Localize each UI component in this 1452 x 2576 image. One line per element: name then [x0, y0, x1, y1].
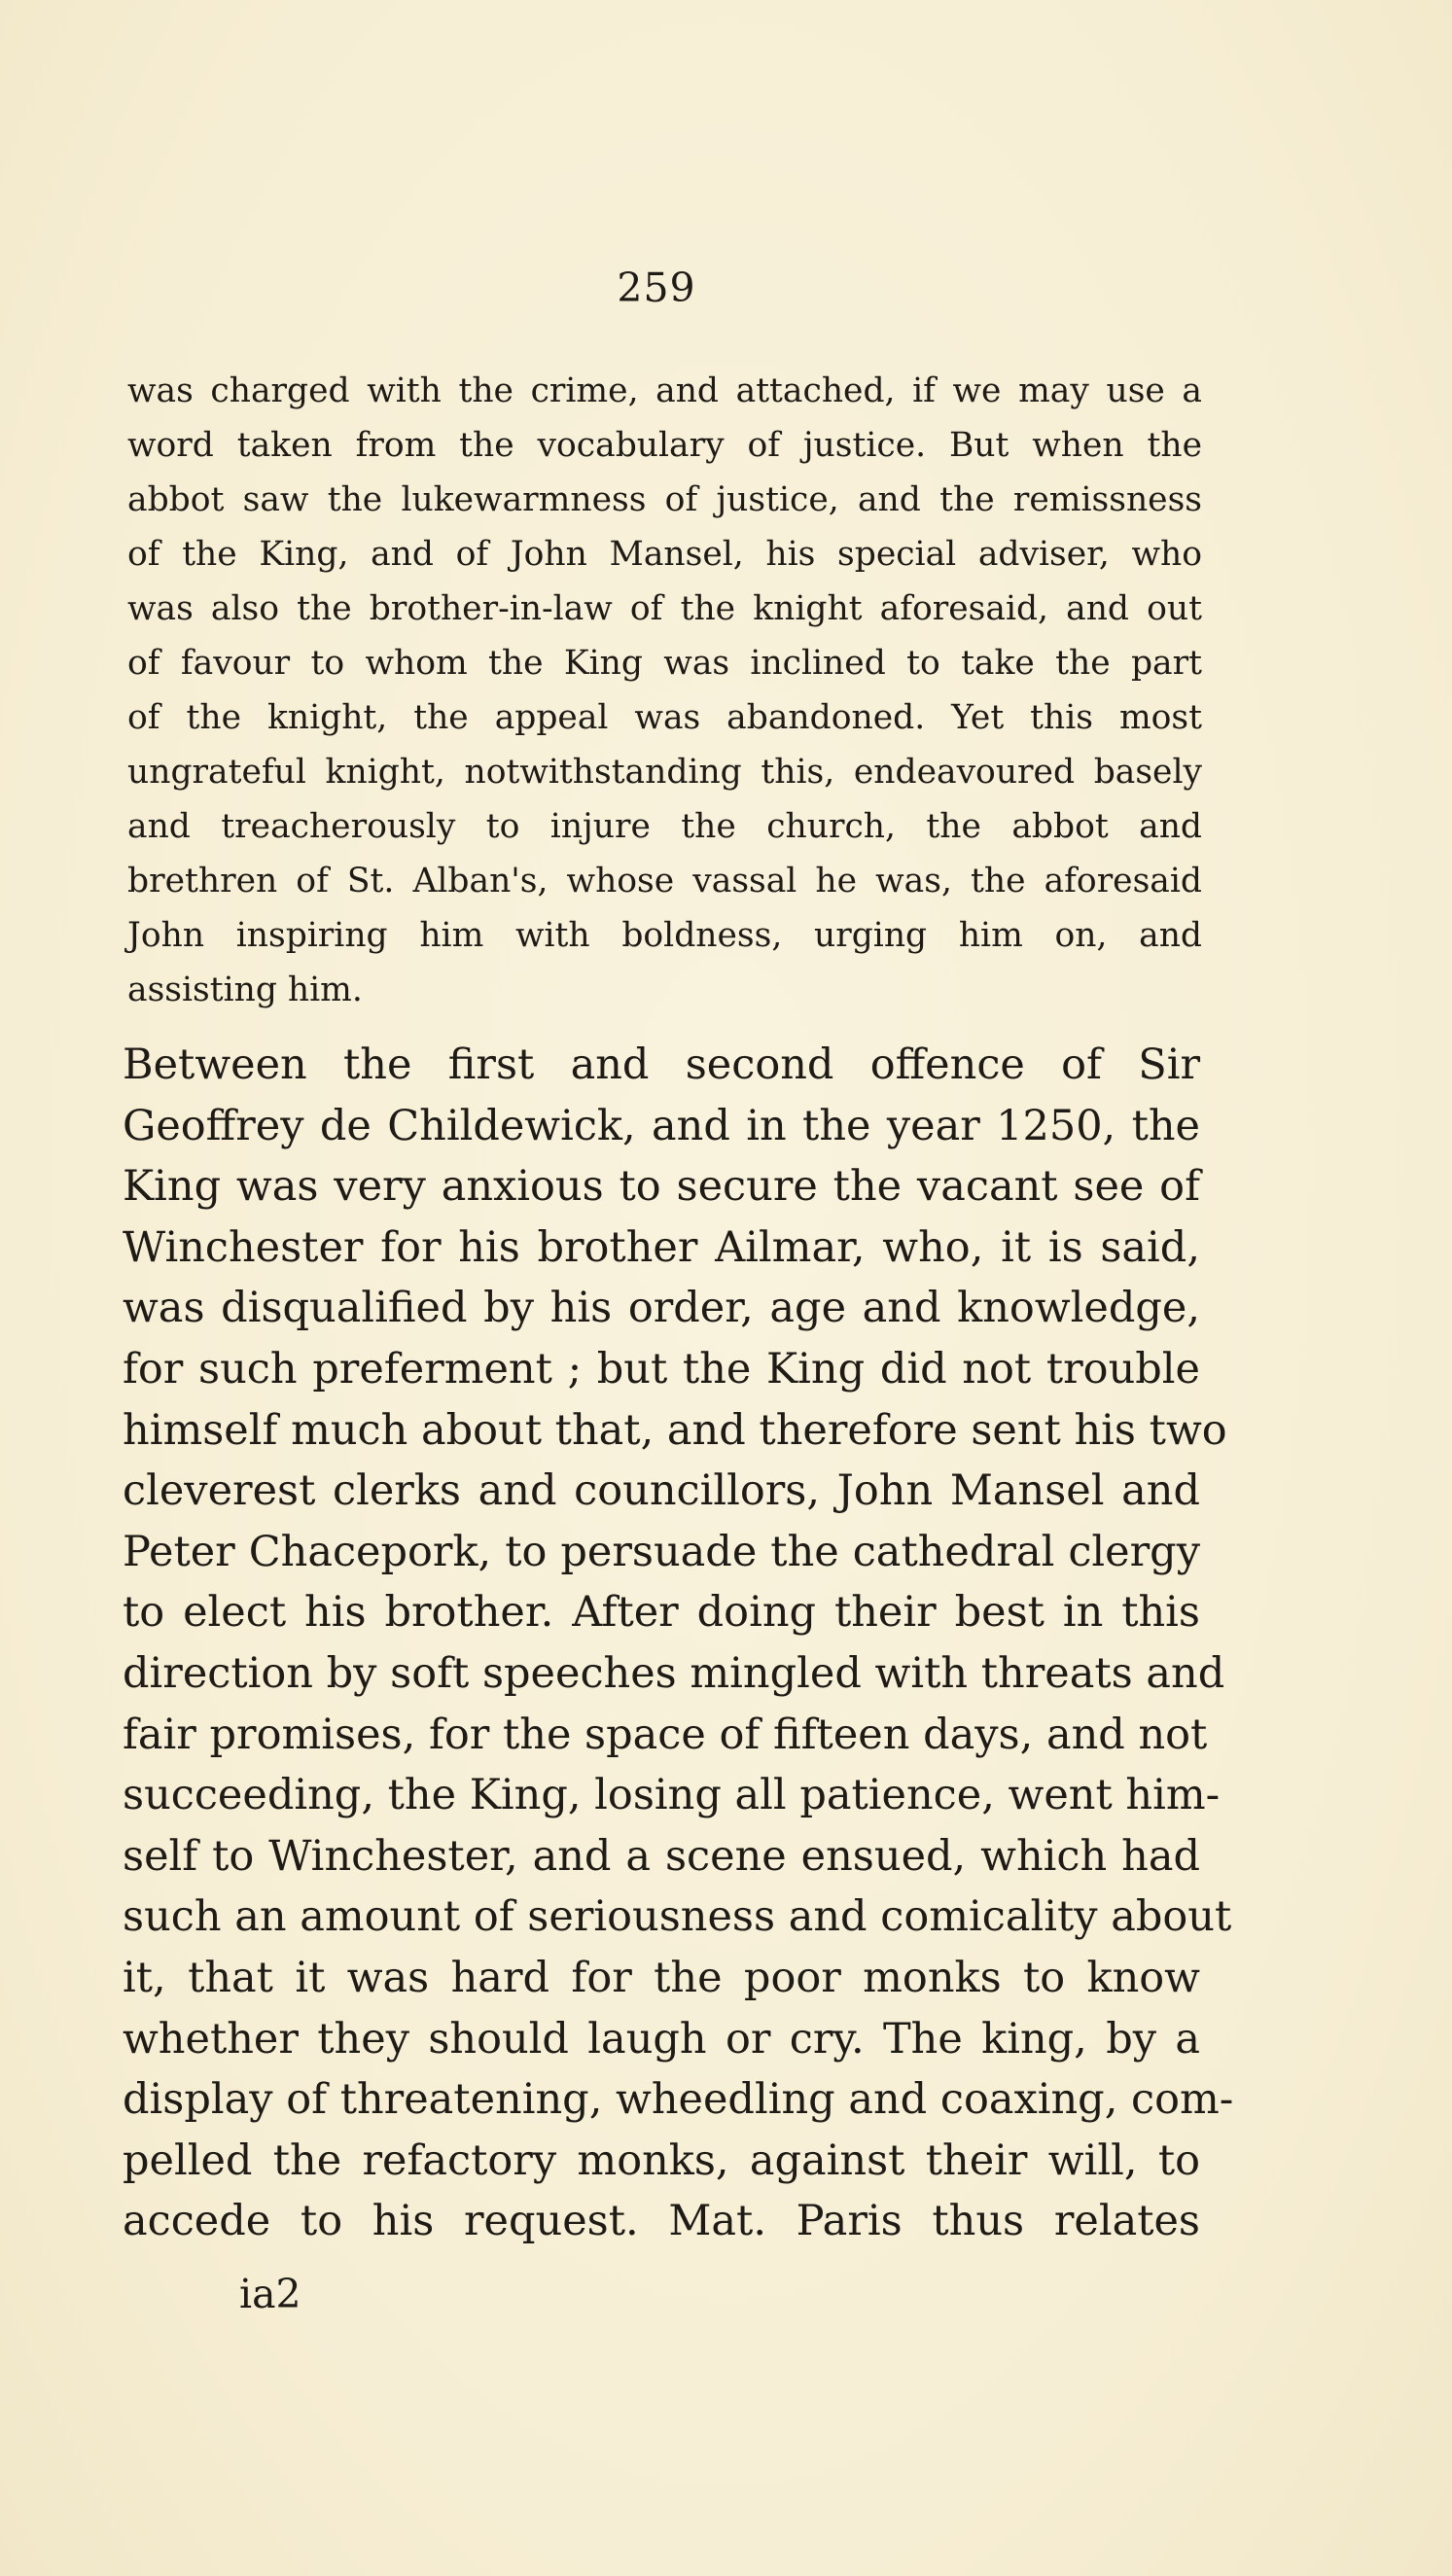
text-line: ungrateful knight, notwithstanding this, endeavoured basely — [127, 753, 1202, 792]
paragraph-continued — [127, 364, 1202, 1017]
text-line: to elect his brother. After doing their best in this — [123, 1588, 1200, 1638]
text-line: was charged with the crime, and attached, if we may use a — [127, 371, 1202, 410]
text-line: of the knight, the appeal was abandoned. Yet this most — [127, 698, 1202, 737]
text-line: abbot saw the lukewarmness of justice, and the remissness — [127, 480, 1202, 519]
text-line: Between the first and second offence of Sir — [123, 1041, 1200, 1089]
text-line: succeeding, the King, losing all patience, went him- — [123, 1771, 1221, 1820]
text-line: Winchester for his brother Ailmar, who, it is said, — [123, 1222, 1200, 1272]
text-line: brethren of St. Alban's, whose vassal he was, the aforesaid — [127, 862, 1202, 900]
text-line: Geoffrey de Childewick, and in the year 1250, the — [123, 1101, 1200, 1150]
page-number: 259 — [617, 265, 696, 311]
text-line: of favour to whom the King was inclined to take the part — [127, 644, 1202, 683]
signature-mark: ia2 — [239, 2271, 301, 2317]
text-line: display of threatening, wheedling and coaxing, com- — [123, 2075, 1234, 2125]
text-line: King was very anxious to secure the vacant see of — [123, 1162, 1200, 1212]
text-line: himself much about that, and therefore sent his two — [123, 1405, 1227, 1455]
text-line: it, that it was hard for the poor monks to know — [123, 1953, 1200, 2002]
text-line: fair promises, for the space of fifteen days, and not — [123, 1710, 1208, 1759]
text-line: for such preferment ; but the King did not trouble — [123, 1344, 1200, 1394]
text-line: was also the brother-in-law of the knight aforesaid, and out — [127, 589, 1202, 628]
text-line: was disqualified by his order, age and knowledge, — [123, 1284, 1200, 1333]
text-line: word taken from the vocabulary of justice. But when the — [127, 426, 1202, 465]
text-line: cleverest clerks and councillors, John Mansel and — [123, 1466, 1200, 1516]
text-line: of the King, and of John Mansel, his special adviser, who — [127, 535, 1202, 574]
text-line: pelled the refactory monks, against their will, to — [123, 2135, 1200, 2185]
text-line: such an amount of seriousness and comicality about — [123, 1892, 1232, 1942]
text-line: self to Winchester, and a scene ensued, which had — [123, 1831, 1200, 1881]
text-line: assisting him. — [127, 970, 363, 1009]
text-line: accede to his request. Mat. Paris thus relates — [123, 2197, 1200, 2246]
paragraph-main — [123, 1035, 1234, 2252]
text-line: whether they should laugh or cry. The king, by a — [123, 2014, 1200, 2064]
text-line: direction by soft speeches mingled with threats and — [123, 1648, 1225, 1698]
text-line: John inspiring him with boldness, urging him on, and — [127, 916, 1202, 955]
text-line: Peter Chacepork, to persuade the cathedral clergy — [123, 1527, 1200, 1576]
text-line: and treacherously to injure the church, the abbot and — [127, 807, 1202, 846]
